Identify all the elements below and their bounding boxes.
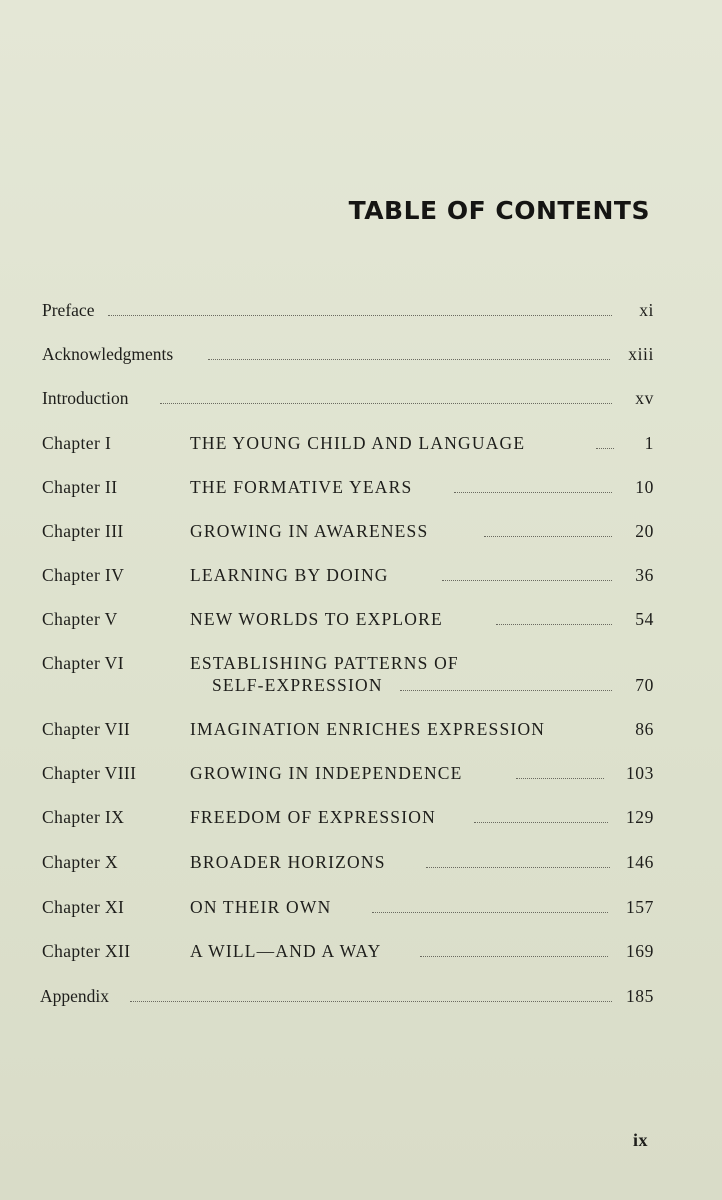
toc-entry-chapter-12[interactable] — [42, 939, 654, 963]
chapter-label: Chapter IX — [42, 807, 125, 827]
toc-entry-chapter-5[interactable] — [42, 607, 654, 631]
dot-leader — [400, 690, 612, 691]
chapter-label: Chapter VII — [42, 719, 131, 739]
chapter-title: FREEDOM OF EXPRESSION — [190, 807, 436, 827]
chapter-title: ON THEIR OWN — [190, 897, 332, 917]
chapter-title: THE FORMATIVE YEARS — [190, 477, 413, 497]
page-number: 20 — [635, 521, 654, 541]
page-title: TABLE OF CONTENTS — [348, 196, 650, 225]
chapter-title: GROWING IN INDEPENDENCE — [190, 763, 463, 783]
dot-leader — [454, 492, 612, 493]
chapter-label: Chapter V — [42, 609, 118, 629]
chapter-title: GROWING IN AWARENESS — [190, 521, 429, 541]
chapter-label: Chapter I — [42, 433, 112, 453]
chapter-title: ESTABLISHING PATTERNS OF — [190, 653, 459, 673]
toc-entry-chapter-11[interactable] — [42, 895, 654, 919]
dot-leader — [130, 1001, 612, 1002]
entry-label: Appendix — [40, 986, 110, 1006]
dot-leader — [426, 867, 610, 868]
entry-label: Introduction — [42, 388, 129, 408]
chapter-label: Chapter III — [42, 521, 124, 541]
chapter-label: Chapter X — [42, 852, 119, 872]
dot-leader — [596, 448, 614, 449]
toc-entry-chapter-8[interactable] — [42, 761, 654, 785]
page-number: 70 — [635, 675, 654, 695]
dot-leader — [496, 624, 612, 625]
toc-entry-appendix[interactable] — [40, 984, 654, 1008]
page-number: 54 — [635, 609, 654, 629]
dot-leader — [516, 778, 604, 779]
toc-entry-acknowledgments[interactable] — [42, 342, 654, 366]
toc-entry-chapter-9[interactable] — [42, 805, 654, 829]
toc-entry-chapter-4[interactable] — [42, 563, 654, 587]
page-number: 103 — [625, 763, 654, 783]
page-number: 86 — [635, 719, 654, 739]
chapter-title: A WILL—AND A WAY — [190, 941, 382, 961]
toc-entry-preface[interactable] — [42, 298, 654, 322]
chapter-title-continuation: SELF-EXPRESSION — [212, 675, 383, 695]
page-number: xi — [639, 300, 654, 320]
folio-page-number: ix — [632, 1130, 648, 1150]
page-number: 129 — [625, 807, 654, 827]
page-number: 36 — [635, 565, 654, 585]
dot-leader — [208, 359, 610, 360]
toc-entry-chapter-2[interactable] — [42, 475, 654, 499]
toc-entry-chapter-10[interactable] — [42, 850, 654, 874]
chapter-label: Chapter VI — [42, 653, 124, 673]
chapter-label: Chapter XII — [42, 941, 131, 961]
toc-entry-introduction[interactable] — [42, 386, 654, 410]
toc-entry-chapter-7[interactable] — [42, 717, 654, 741]
dot-leader — [160, 403, 612, 404]
page-number: 169 — [625, 941, 654, 961]
page-number: 10 — [635, 477, 654, 497]
page-number: xv — [635, 388, 654, 408]
page-number: xiii — [628, 344, 654, 364]
page-number: 146 — [625, 852, 654, 872]
toc-entry-chapter-3[interactable] — [42, 519, 654, 543]
chapter-title: NEW WORLDS TO EXPLORE — [190, 609, 443, 629]
toc-entry-chapter-6[interactable] — [42, 651, 654, 699]
dot-leader — [420, 956, 608, 957]
dot-leader — [108, 315, 612, 316]
dot-leader — [484, 536, 612, 537]
toc-entry-chapter-1[interactable] — [42, 431, 654, 455]
page-number: 157 — [625, 897, 654, 917]
dot-leader — [372, 912, 608, 913]
chapter-title: BROADER HORIZONS — [190, 852, 386, 872]
chapter-title: THE YOUNG CHILD AND LANGUAGE — [190, 433, 526, 453]
chapter-label: Chapter XI — [42, 897, 125, 917]
chapter-title: IMAGINATION ENRICHES EXPRESSION — [190, 719, 546, 739]
entry-label: Preface — [42, 300, 95, 320]
chapter-title: LEARNING BY DOING — [190, 565, 389, 585]
chapter-label: Chapter VIII — [42, 763, 137, 783]
page-number: 185 — [625, 986, 654, 1006]
chapter-label: Chapter IV — [42, 565, 125, 585]
dot-leader — [474, 822, 608, 823]
dot-leader — [442, 580, 612, 581]
page-number: 1 — [644, 433, 654, 453]
chapter-label: Chapter II — [42, 477, 118, 497]
entry-label: Acknowledgments — [42, 344, 174, 364]
